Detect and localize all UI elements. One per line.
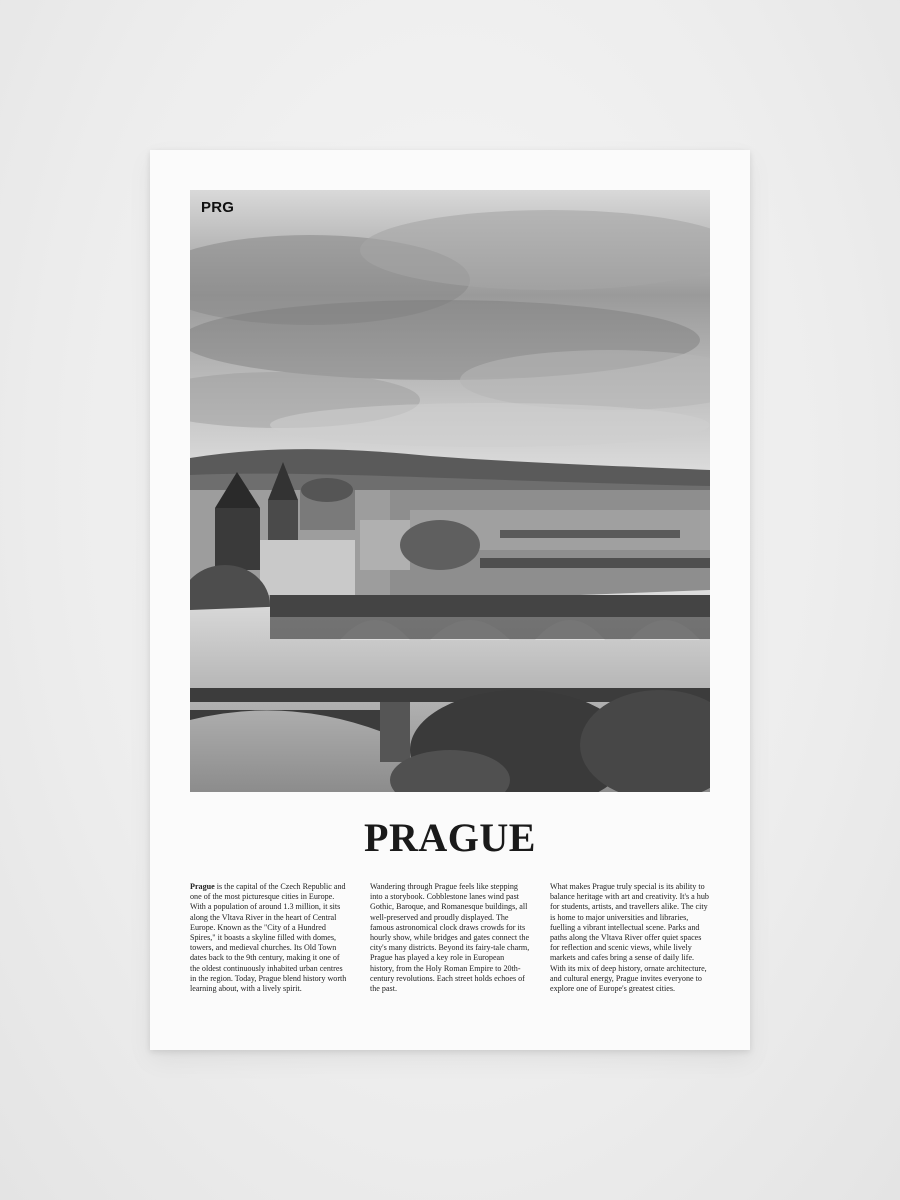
- column-2-text: Wandering through Prague feels like stepping into a storybook. Cobblestone lanes wind past Gothic, Baroque, and Romanesque buildings, all well-preserved and proudly displayed. The famous astronomical clock draws crowds for its hourly show, while bridges and gates connect the city's many districts. Beyond its fairy-tale charm, Prague has played a key role in European history, from the Holy Roman Empire to 20th-century revolutions. Each street holds echoes of the past.: [370, 882, 530, 994]
- column-3-text: What makes Prague truly special is its ability to balance heritage with art and creativity. It's a hub for students, artists, and travellers alike. The city is home to major universities and libraries, fuelling a vibrant intellectual scene. Parks and paths along the Vltava River offer quiet spaces for reflection and scenic views, while lively markets and cafes bring a sense of daily life. With its mix of deep history, ornate architecture, and cultural energy, Prague invites everyone to explore one of Europe's greatest cities.: [550, 882, 709, 994]
- column-1-text: is the capital of the Czech Republic and one of the most picturesque cities in Europe. With a population of around 1.3 million, it sits along the Vltava River in the heart of Central Europe. Known as the "City of a Hundred Spires," it boasts a skyline filled with domes, towers, and medieval churches. Its Old Town dates back to the 9th century, making it one of the oldest continuously inhabited urban centres in the region. Today, Prague blend history worth learning about, with a lively spirit.: [190, 882, 347, 994]
- prague-photo-illustration: [190, 190, 710, 792]
- poster-title: PRAGUE: [364, 815, 536, 860]
- text-column-2: [370, 882, 530, 994]
- lead-word: Prague: [190, 882, 215, 891]
- city-photo: [190, 190, 710, 792]
- text-column-3: [550, 882, 710, 994]
- text-column-1: [190, 882, 350, 994]
- poster: [150, 150, 750, 1050]
- city-code: PRG: [201, 199, 235, 216]
